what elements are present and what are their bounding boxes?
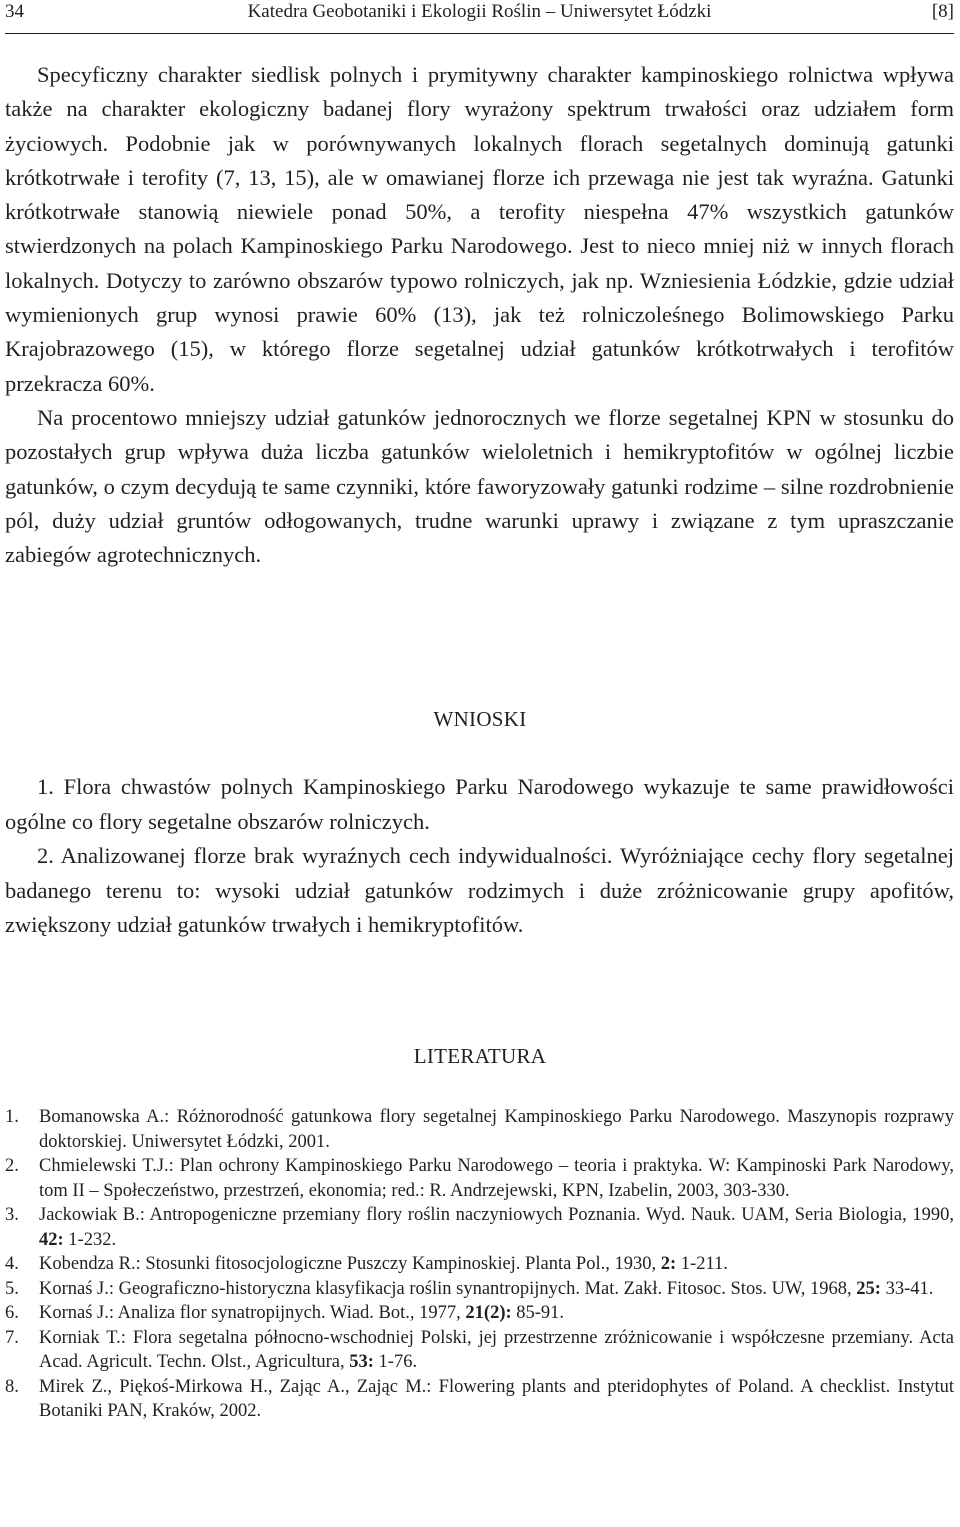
reference-volume: 25: — [856, 1278, 881, 1299]
reference-volume: 2: — [660, 1254, 677, 1274]
header-rule — [5, 33, 954, 34]
section-number: [8] — [931, 1, 954, 22]
reference-pages: 85-91. — [511, 1303, 565, 1323]
reference-pages: 33-41. — [880, 1278, 934, 1299]
reference-text: Mirek Z., Piękoś-Mirkowa H., Zając A., Zając M.: Flowering plants and pteridophytes of Poland. A checklist. Instytut Botaniki PAN, Kraków, 2002. — [39, 1376, 954, 1421]
reference-text: Jackowiak B.: Antropogeniczne przemiany flory roślin naczyniowych Poznania. Wyd. Nauk. UAM, Seria Biologia, 1990, — [39, 1205, 954, 1225]
conclusions-heading: WNIOSKI — [433, 707, 527, 731]
reference-volume: 53: — [349, 1352, 374, 1372]
reference-text: Kornaś J.: Analiza flor synatropijnych. Wiad. Bot., 1977, — [39, 1303, 466, 1323]
reference-item — [5, 1154, 954, 1203]
reference-text: Korniak T.: Flora segetalna północno-wschodniej Polski, jej przestrzenne zróżnicowanie i współczesne przemiany. Acta Acad. Agricult. Techn. Olst., Agricultura, — [39, 1327, 954, 1372]
reference-item — [5, 1326, 954, 1375]
reference-number: 3. — [5, 1205, 19, 1225]
body-paragraph: Na procentowo mniejszy udział gatunków jednorocznych we florze segetalnej KPN w stosunku do pozostałych grup wpływa duża liczba gatunków wieloletnich i hemikryptofitów w ogólnej liczbie gatunków, o czym decydują te same czynniki, które faworyzowały gatunki rodzime – silne rozdrobnienie pól, duży udział gruntów odłogowanych, trudne warunki uprawy i związane z tym upraszczanie zabiegów agrotechnicznych. — [5, 404, 954, 568]
conclusion-item: 1. Flora chwastów polnych Kampinoskiego Parku Narodowego wykazuje te same prawidłowości ogólne co flory segetalne obszarów rolniczych. — [5, 774, 954, 834]
reference-number: 2. — [5, 1156, 19, 1176]
reference-volume: 42: — [39, 1229, 64, 1250]
reference-item — [5, 1252, 954, 1277]
reference-text: Kobendza R.: Stosunki fitosocjologiczne Puszczy Kampinoskiej. Planta Pol., 1930, — [39, 1254, 661, 1274]
reference-text: Chmielewski T.J.: Plan ochrony Kampinoskiego Parku Narodowego – teoria i praktyka. W: Kampinoski Park Narodowy, tom II – Społeczeństwo, przestrzeń, ekonomia; red.: R. Andrzejewski, KPN, Izabelin, 2003, 303-330. — [39, 1156, 954, 1201]
conclusion-item: 2. Analizowanej florze brak wyraźnych cech indywidualności. Wyróżniające cechy flory segetalnej badanego terenu to: wysoki udział gatunków rodzimych i duże zróżnicowanie grupy apofitów, zwiększony udział gatunków trwałych i hemikryptofitów. — [5, 843, 954, 937]
page-number: 34 — [5, 1, 24, 22]
reference-pages: 1-211. — [676, 1254, 728, 1274]
reference-number: 5. — [5, 1278, 19, 1299]
body-text — [5, 58, 954, 572]
reference-volume: 21(2): — [465, 1303, 512, 1323]
reference-text: Kornaś J.: Geograficzno-historyczna klasyfikacja roślin synantropijnych. Mat. Zakł. Fitosoc. Stos. UW, 1968, — [39, 1278, 857, 1299]
reference-item — [5, 1301, 954, 1326]
reference-number: 1. — [5, 1107, 19, 1127]
reference-item — [5, 1375, 954, 1424]
references-list — [5, 1105, 954, 1424]
reference-number: 4. — [5, 1254, 19, 1274]
reference-number: 8. — [5, 1376, 19, 1397]
reference-text: Bomanowska A.: Różnorodność gatunkowa flory segetalnej Kampinoskiego Parku Narodowego. Maszynopis rozprawy doktorskiej. Uniwersytet Łódzki, 2001. — [39, 1107, 954, 1152]
reference-pages: 1-232. — [63, 1229, 117, 1250]
body-paragraph: Specyficzny charakter siedlisk polnych i prymitywny charakter kampinoskiego rolnictwa wpływa także na charakter ekologiczny badanej flory wyrażony spektrum trwałości oraz udziałem form życiowych. Podobnie jak w porównywanych lokalnych florach segetalnych dominują gatunki krótkotrwałe i terofity (7, 13, 15), ale w omawianej florze ich przewaga nie jest tak wyraźna. Gatunki krótkotrwałe stanowią niewiele ponad 50%, a terofity niespełna 47% wszystkich gatunków stwierdzonych na polach Kampinoskiego Parku Narodowego. Jest to nieco mniej niż w innych florach lokalnych. Dotyczy to zarówno obszarów typowo rolniczych, jak np. Wzniesienia Łódzkie, gdzie udział wymienionych grup wynosi prawie 60% (13), jak też rolniczoleśnego Bolimowskiego Parku Krajobrazowego (15), w którego florze segetalnej udział gatunków krótkotrwałych i terofitów przekracza 60%. — [5, 62, 954, 396]
conclusions-list — [5, 770, 954, 943]
references-heading: LITERATURA — [413, 1044, 547, 1068]
reference-number: 6. — [5, 1303, 19, 1323]
running-title: Katedra Geobotaniki i Ekologii Roślin – Uniwersytet Łódzki — [247, 1, 712, 22]
page-header — [5, 0, 954, 24]
reference-number: 7. — [5, 1327, 19, 1348]
reference-item — [5, 1203, 954, 1252]
reference-pages: 1-76. — [373, 1352, 418, 1372]
reference-item — [5, 1277, 954, 1302]
reference-item — [5, 1105, 954, 1154]
